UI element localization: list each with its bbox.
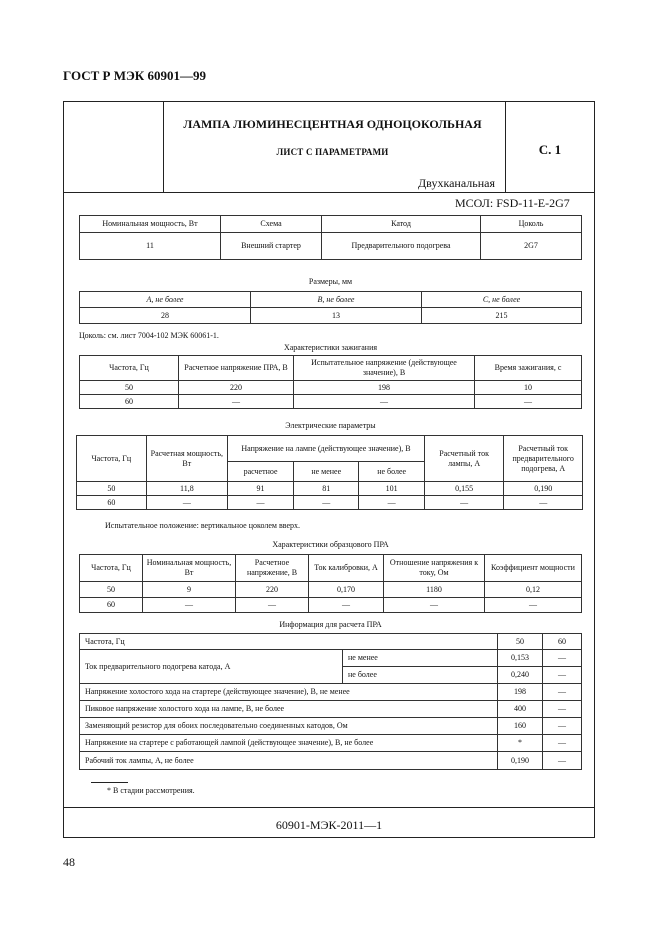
table-cell: 11: [80, 233, 221, 260]
header-cell: Испытательное напряжение (действующее значение), В: [294, 356, 475, 381]
footnote-rule: [91, 782, 128, 783]
table-cell: —: [294, 395, 475, 409]
header-cell: Коэффициент мощности: [485, 555, 582, 582]
ballast-table: [79, 554, 582, 613]
table-cell: Пиковое напряжение холостого хода на лампе, В, не более: [80, 701, 498, 718]
page-number: 48: [63, 855, 75, 869]
table-cell: —: [179, 395, 294, 409]
table-cell: не более: [343, 667, 498, 684]
dimensions-table: [79, 291, 582, 324]
table-cell: —: [359, 496, 424, 510]
table-cell: 60: [543, 634, 582, 650]
table-cell: 2G7: [481, 233, 582, 260]
table-cell: *: [498, 735, 543, 752]
frame-divider-footer: [63, 807, 595, 808]
table-cell: —: [543, 667, 582, 684]
table-cell: 101: [359, 482, 424, 496]
table-cell: 9: [143, 582, 236, 598]
table-cell: 0,153: [498, 650, 543, 667]
header-cell: C, не более: [422, 292, 582, 308]
header-cell: Расчетная мощность, Вт: [146, 436, 227, 482]
table-cell: 13: [251, 308, 422, 324]
standard-code: ГОСТ Р МЭК 60901—99: [63, 68, 206, 83]
header-cell: Расчетный ток лампы, А: [424, 436, 504, 482]
table-cell: 11,8: [146, 482, 227, 496]
header-cell: Схема: [221, 216, 322, 233]
table-cell: 50: [80, 582, 143, 598]
table-cell: 0,190: [498, 752, 543, 770]
table-cell: —: [504, 496, 583, 510]
table-cell: 220: [179, 381, 294, 395]
table-cell: Частота, Гц: [80, 634, 498, 650]
table-cell: 160: [498, 718, 543, 735]
ballast-caption: Характеристики образцового ПРА: [272, 540, 389, 549]
table-cell: 400: [498, 701, 543, 718]
info-caption: Информация для расчета ПРА: [279, 620, 382, 629]
table-cell: —: [543, 718, 582, 735]
test-position-note: Испытательное положение: вертикальное цоколем вверх.: [105, 521, 301, 530]
table-cell: —: [543, 752, 582, 770]
table-cell: —: [236, 598, 309, 613]
lamp-type: Двухканальная: [418, 176, 495, 190]
table-cell: —: [228, 496, 294, 510]
header-cell: Расчетный ток предварительного подогрева, А: [504, 436, 583, 482]
table-cell: —: [543, 735, 582, 752]
table-cell: —: [143, 598, 236, 613]
table-cell: —: [384, 598, 485, 613]
table-cell: —: [294, 496, 359, 510]
ignition-caption: Характеристики зажигания: [283, 343, 378, 352]
table-cell: 0,170: [309, 582, 384, 598]
table-cell: 60: [77, 496, 147, 510]
table-cell: —: [146, 496, 227, 510]
table-cell: 220: [236, 582, 309, 598]
info-table: [79, 633, 582, 770]
header-cell: Катод: [322, 216, 481, 233]
table-cell: 50: [498, 634, 543, 650]
header-cell: Время зажигания, с: [475, 356, 582, 381]
header-cell: Частота, Гц: [80, 555, 143, 582]
page-title: ЛАМПА ЛЮМИНЕСЦЕНТНАЯ ОДНОЦОКОЛЬНАЯ: [183, 117, 482, 131]
table-cell: 10: [475, 381, 582, 395]
table-cell: —: [543, 650, 582, 667]
table-cell: Ток предварительного подогрева катода, А: [80, 650, 343, 684]
header-cell: Ток калибровки, А: [309, 555, 384, 582]
ignition-table: [79, 355, 582, 409]
table-cell: Внешний стартер: [221, 233, 322, 260]
table-cell: 0,155: [424, 482, 504, 496]
footnote: * В стадии рассмотрения.: [107, 786, 195, 795]
table-cell: 198: [498, 684, 543, 701]
table-cell: —: [543, 684, 582, 701]
header-cell: расчетное: [228, 462, 294, 482]
table-cell: —: [475, 395, 582, 409]
table-cell: 81: [294, 482, 359, 496]
base-note: Цоколь: см. лист 7004-102 МЭК 60061-1.: [79, 331, 219, 340]
sheet-number: С. 1: [538, 142, 562, 157]
header-cell: Номинальная мощность, Вт: [80, 216, 221, 233]
table-cell: 0,12: [485, 582, 582, 598]
table-cell: Напряжение на стартере с работающей лампой (действующее значение), В, не более: [80, 735, 498, 752]
frame-divider-left: [163, 101, 164, 192]
table-cell: 0,190: [504, 482, 583, 496]
table-cell: Напряжение холостого хода на стартере (действующее значение), В, не менее: [80, 684, 498, 701]
table-cell: 28: [80, 308, 251, 324]
header-cell: B, не более: [251, 292, 422, 308]
table-cell: 91: [228, 482, 294, 496]
electrical-caption: Электрические параметры: [285, 421, 376, 430]
table-cell: 60: [80, 395, 179, 409]
table-cell: не менее: [343, 650, 498, 667]
table-cell: Предварительного подогрева: [322, 233, 481, 260]
header-cell: Расчетное напряжение ПРА, В: [179, 356, 294, 381]
header-cell: Номинальная мощность, Вт: [143, 555, 236, 582]
page-subtitle: ЛИСТ С ПАРАМЕТРАМИ: [276, 147, 389, 157]
table-cell: 1180: [384, 582, 485, 598]
header-cell: A, не более: [80, 292, 251, 308]
header-cell: Частота, Гц: [77, 436, 147, 482]
header-cell: Отношение напряжения к току, Ом: [384, 555, 485, 582]
dimensions-caption: Размеры, мм: [308, 277, 353, 286]
table-cell: 60: [80, 598, 143, 613]
header-cell: Расчетное напряжение, В: [236, 555, 309, 582]
main-params-table: [79, 215, 582, 260]
table-cell: 50: [80, 381, 179, 395]
table-cell: 215: [422, 308, 582, 324]
header-cell: Напряжение на лампе (действующее значение), В: [228, 436, 425, 462]
table-cell: 198: [294, 381, 475, 395]
electrical-table: [76, 435, 583, 510]
table-cell: 0,240: [498, 667, 543, 684]
document-number: 60901-МЭК-2011—1: [275, 818, 383, 832]
table-cell: —: [543, 701, 582, 718]
table-cell: —: [309, 598, 384, 613]
header-cell: не менее: [294, 462, 359, 482]
table-cell: Заменяющий резистор для обоих последовательно соединенных катодов, Ом: [80, 718, 498, 735]
header-cell: Частота, Гц: [80, 356, 179, 381]
lamp-code: МСОЛ: FSD-11-E-2G7: [455, 196, 570, 210]
table-cell: —: [424, 496, 504, 510]
frame-divider-header: [63, 192, 595, 193]
header-cell: Цоколь: [481, 216, 582, 233]
table-cell: —: [485, 598, 582, 613]
table-cell: 50: [77, 482, 147, 496]
header-cell: не более: [359, 462, 424, 482]
table-cell: Рабочий ток лампы, А, не более: [80, 752, 498, 770]
